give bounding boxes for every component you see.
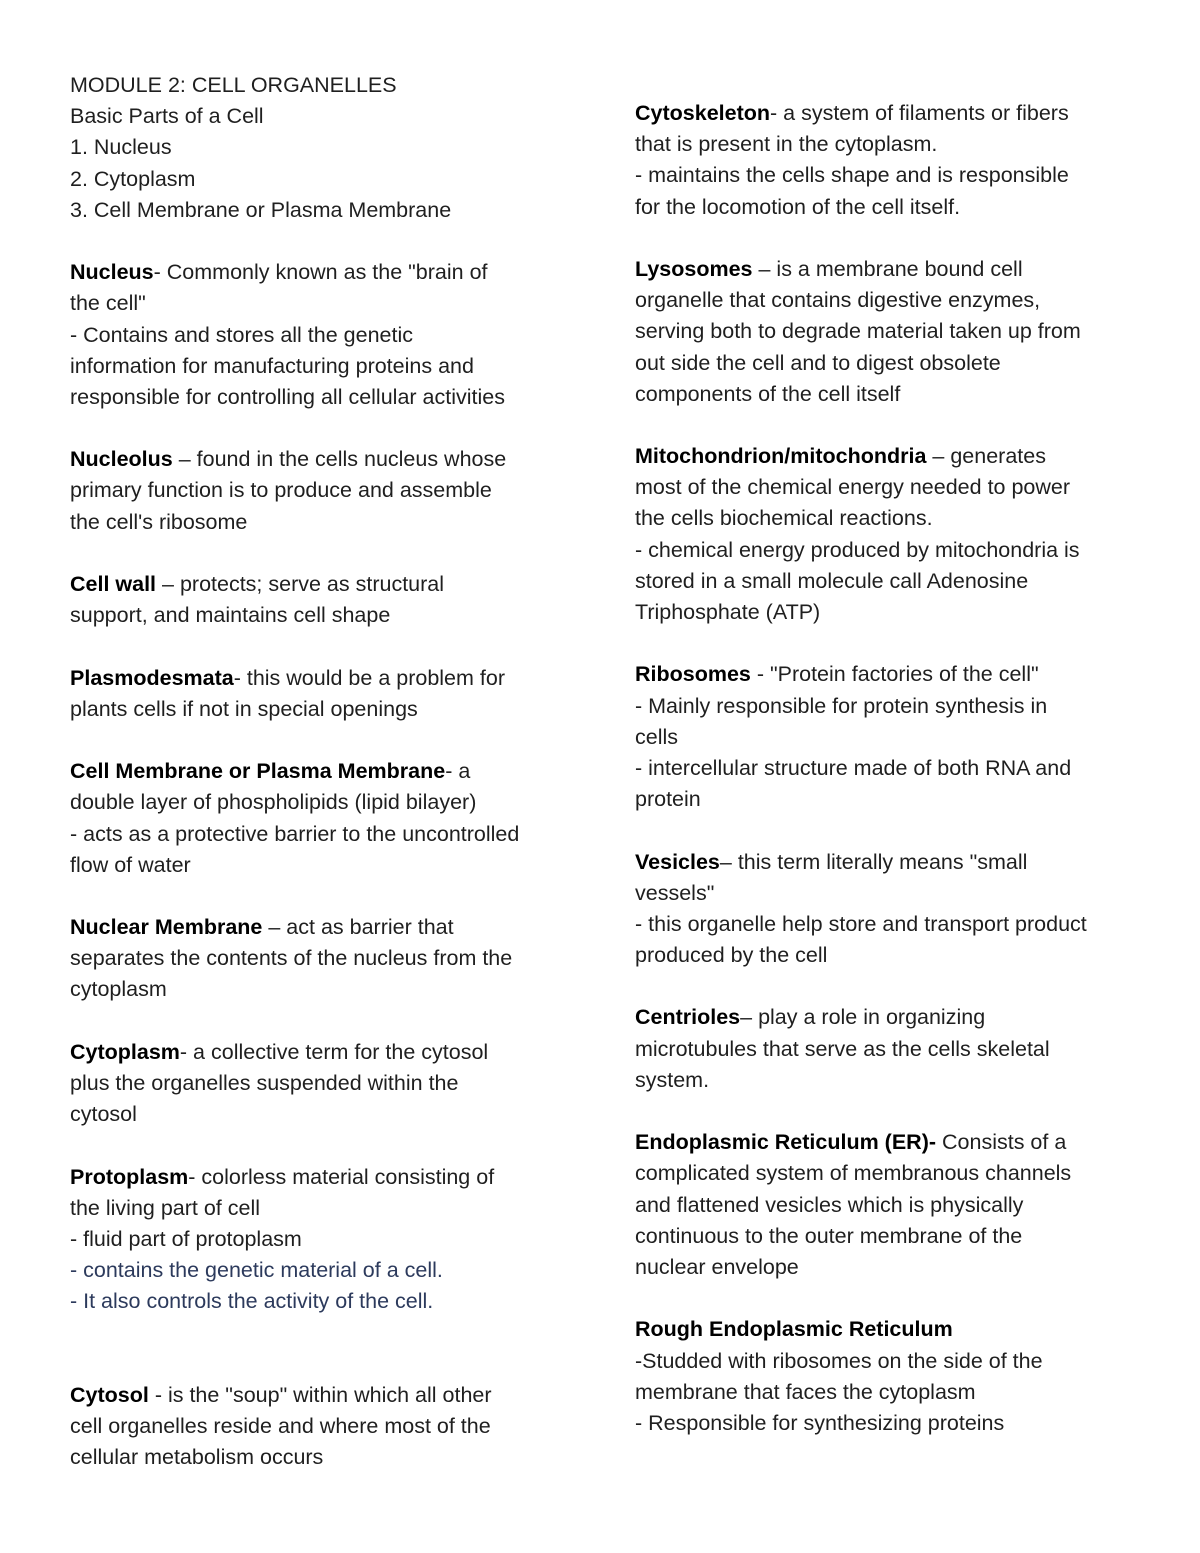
entry-lysosomes (635, 254, 1165, 410)
definition: Consists of a (936, 1130, 1067, 1155)
definition-line: the living part of cell (70, 1195, 261, 1220)
definition-line: most of the chemical energy needed to power (635, 475, 1071, 500)
definition-line: Triphosphate (ATP) (635, 600, 821, 624)
definition-line: out side the cell and to digest obsolete (635, 350, 1001, 375)
definition-line: - contains the genetic material of a cell. (70, 1258, 443, 1283)
definition: - a collective term for the cytosol (179, 1039, 489, 1064)
entry-cytosol (70, 1380, 590, 1474)
entry-cell-wall (70, 569, 590, 631)
subtitle: Basic Parts of a Cell (70, 104, 264, 129)
definition: – play a role in organizing (740, 1005, 986, 1030)
entry-vesicles (635, 847, 1165, 972)
definition-line: support, and maintains cell shape (70, 603, 391, 628)
term: Vesicles (635, 849, 720, 874)
left-column (70, 70, 590, 1473)
definition-line: cellular metabolism occurs (70, 1445, 324, 1470)
definition: – this term literally means "small (719, 849, 1028, 874)
entry-rough-er (635, 1314, 1165, 1439)
definition-line: organelle that contains digestive enzymes, (635, 288, 1041, 313)
definition-line: flow of water (70, 852, 191, 877)
entry-nuclear-membrane (70, 912, 590, 1006)
definition: - Commonly known as the "brain of (153, 260, 488, 285)
definition-line: protein (635, 787, 701, 812)
entry-cytoplasm (70, 1037, 590, 1131)
entry-protoplasm (70, 1162, 590, 1318)
definition: - colorless material consisting of (188, 1164, 495, 1189)
definition-line: the cells biochemical reactions. (635, 506, 933, 531)
definition-line: continuous to the outer membrane of the (635, 1223, 1023, 1248)
page-title: MODULE 2: CELL ORGANELLES (70, 73, 397, 97)
definition-line: microtubules that serve as the cells skeletal (635, 1036, 1050, 1061)
definition-line: primary function is to produce and assemble (70, 478, 492, 503)
definition-line: - Responsible for synthesizing proteins (635, 1410, 1005, 1435)
definition-line: information for manufacturing proteins and (70, 353, 474, 378)
entry-ribosomes (635, 659, 1165, 815)
definition: - this would be a problem for (233, 665, 505, 690)
definition-line: plus the organelles suspended within the (70, 1071, 459, 1095)
term: Ribosomes (635, 662, 751, 687)
definition-line: serving both to degrade material taken up from (635, 319, 1081, 344)
definition-line: nuclear envelope (635, 1254, 799, 1279)
definition-line: vessels" (635, 880, 715, 905)
definition-line: responsible for controlling all cellular activities (70, 384, 505, 409)
right-column (635, 98, 1165, 1439)
definition-line: - chemical energy produced by mitochondria is (635, 537, 1080, 562)
definition-line: - this organelle help store and transport product (635, 911, 1087, 936)
definition: - is the "soup" within which all other (148, 1382, 492, 1407)
definition: - "Protein factories of the cell" (750, 662, 1039, 687)
definition-line: plants cells if not in special openings (70, 696, 418, 721)
definition: – found in the cells nucleus whose (172, 447, 507, 472)
definition-line: cytoplasm (70, 977, 167, 1002)
definition-line: - fluid part of protoplasm (70, 1226, 302, 1251)
list-item: 1. Nucleus (70, 135, 172, 160)
definition-line: and flattened vesicles which is physically (635, 1192, 1024, 1217)
definition-line: stored in a small molecule call Adenosine (635, 568, 1029, 593)
definition-line: - maintains the cells shape and is responsible (635, 163, 1069, 188)
definition-line: membrane that faces the cytoplasm (635, 1379, 976, 1404)
term: Cell wall (70, 572, 157, 596)
definition-line: the cell's ribosome (70, 509, 248, 534)
definition-line: - intercellular structure made of both RNA and (635, 755, 1072, 780)
term: Rough Endoplasmic Reticulum (635, 1317, 953, 1342)
definition: – is a membrane bound cell (752, 256, 1023, 281)
definition-line: produced by the cell (635, 943, 828, 968)
definition-line: cell organelles reside and where most of the (70, 1414, 491, 1439)
term: Lysosomes (635, 256, 753, 281)
definition-line: separates the contents of the nucleus from the (70, 946, 513, 971)
definition: - a (445, 759, 471, 784)
entry-nucleolus (70, 444, 590, 538)
term: Plasmodesmata (70, 665, 234, 690)
term: Cell Membrane or Plasma Membrane (70, 759, 446, 784)
definition-line: complicated system of membranous channels (635, 1161, 1072, 1186)
term: Cytoskeleton (635, 101, 771, 125)
term: Centrioles (635, 1005, 741, 1030)
definition-line: cells (635, 724, 679, 749)
entry-cell-membrane (70, 756, 590, 881)
definition-line: - Contains and stores all the genetic (70, 322, 414, 347)
definition-line: components of the cell itself (635, 381, 901, 406)
definition-line: cytosol (70, 1102, 137, 1127)
definition-line: - acts as a protective barrier to the uncontrolled (70, 821, 520, 846)
definition: – protects; serve as structural (156, 572, 445, 596)
definition-line: for the locomotion of the cell itself. (635, 194, 961, 219)
term: Nucleolus (70, 447, 173, 472)
term: Endoplasmic Reticulum (ER)- (635, 1130, 937, 1155)
entry-endoplasmic-reticulum (635, 1127, 1165, 1283)
entry-cytoskeleton (635, 98, 1165, 223)
entry-nucleus (70, 257, 590, 413)
definition-line: system. (635, 1067, 710, 1092)
definition-line: the cell" (70, 291, 146, 316)
term: Cytosol (70, 1382, 149, 1407)
definition: - a system of filaments or fibers (770, 101, 1069, 125)
definition-line: -Studded with ribosomes on the side of the (635, 1348, 1043, 1373)
definition: – act as barrier that (262, 915, 454, 940)
list-item: 2. Cytoplasm (70, 166, 196, 191)
definition-line: that is present in the cytoplasm. (635, 132, 938, 157)
term: Mitochondrion/mitochondria (635, 444, 927, 469)
term: Nucleus (70, 260, 154, 285)
definition-line: - Mainly responsible for protein synthesis in (635, 693, 1048, 718)
entry-centrioles (635, 1002, 1165, 1096)
term: Cytoplasm (70, 1039, 180, 1064)
list-item: 3. Cell Membrane or Plasma Membrane (70, 197, 452, 222)
definition-line: - It also controls the activity of the cell. (70, 1289, 434, 1314)
definition-line: double layer of phospholipids (lipid bilayer) (70, 790, 477, 815)
entry-mitochondria (635, 441, 1165, 628)
definition: – generates (926, 444, 1046, 469)
entry-plasmodesmata (70, 663, 590, 725)
term: Nuclear Membrane (70, 915, 263, 940)
term: Protoplasm (70, 1164, 189, 1189)
